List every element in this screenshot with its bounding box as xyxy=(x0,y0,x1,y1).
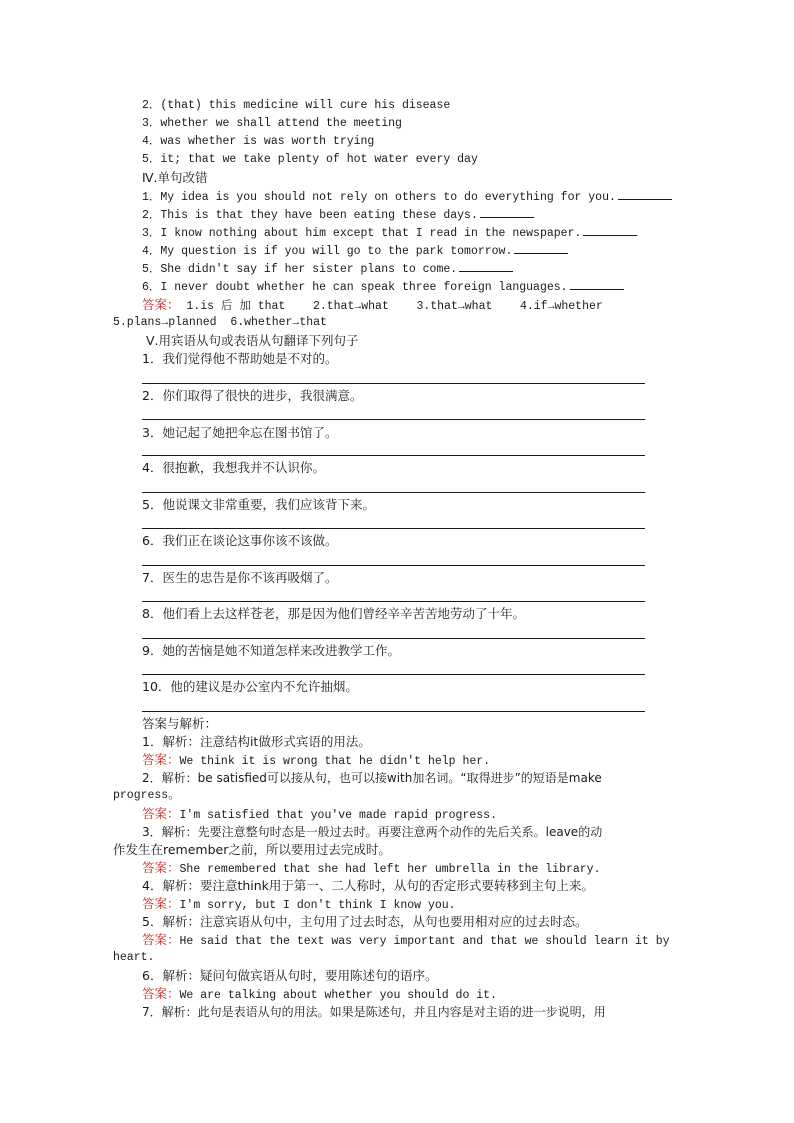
section4-item: 1．My idea is you should not rely on others to do everything for you. xyxy=(142,188,672,206)
section4-item: 4．My question is if you will go to the park tomorrow. xyxy=(142,242,568,260)
analysis-answer: 答案：He said that the text was very important and that we should learn it by xyxy=(142,932,670,948)
analysis-explain-cont: 作发生在remember之前，所以要用过去完成时。 xyxy=(113,842,391,857)
analysis-explain: 1．解析：注意结构it做形式宾语的用法。 xyxy=(142,734,371,749)
translation-item: 8．他们看上去这样苍老，那是因为他们曾经辛辛苦苦地劳动了十年。 xyxy=(142,606,525,621)
analysis-explain: 3．解析：先要注意整句时态是一般过去时。再要注意两个动作的先后关系。leave的动 xyxy=(142,825,603,839)
translation-item: 10．他的建议是办公室内不允许抽烟。 xyxy=(142,679,358,694)
answer-line xyxy=(142,638,645,639)
answer-blank xyxy=(570,278,624,290)
section4-item: 5．She didn't say if her sister plans to come. xyxy=(142,260,513,278)
answer-label: 答案： xyxy=(142,986,180,1001)
answer-label: 答案： xyxy=(142,932,180,947)
section4-item: 2．This is that they have been eating these days. xyxy=(142,206,534,224)
answer-line xyxy=(142,492,645,493)
section4-item: 3．I know nothing about him except that I read in the newspaper. xyxy=(142,224,637,242)
answer-line xyxy=(142,419,645,420)
answer-blank xyxy=(583,224,637,236)
translation-item: 7．医生的忠告是你不该再吸烟了。 xyxy=(142,570,338,585)
section3-item-4: 4．was whether is was worth trying xyxy=(142,135,375,148)
answer-label: 答案： xyxy=(142,752,180,767)
answer-blank xyxy=(459,260,513,272)
analysis-explain: 5．解析：注意宾语从句中，主句用了过去时态，从句也要用相对应的过去时态。 xyxy=(142,914,588,929)
section4-answer-cont: 5.plans→planned 6.whether→that xyxy=(113,316,327,329)
analysis-answer-cont: heart. xyxy=(113,951,155,964)
answer-blank xyxy=(480,206,534,218)
analysis-answer: 答案：I'm sorry, but I don't think I know you. xyxy=(142,896,456,912)
translation-item: 1．我们觉得他不帮助她是不对的。 xyxy=(142,351,338,366)
translation-item: 5．他说课文非常重要，我们应该背下来。 xyxy=(142,497,375,512)
section3-item-5: 5．it; that we take plenty of hot water every day xyxy=(142,153,478,166)
analysis-answer: 答案：We think it is wrong that he didn't help her. xyxy=(142,752,491,768)
answer-line xyxy=(142,565,645,566)
analysis-heading: 答案与解析： xyxy=(142,716,218,731)
section4-answer-text: 1.is 后 加 that 2.that→what 3.that→what 4.if→whether xyxy=(186,300,603,313)
answer-label: 答案： xyxy=(142,806,180,821)
analysis-explain: 2．解析：be satisfied可以接从句，也可以接with加名词。“取得进步”的短语是make xyxy=(142,771,602,785)
translation-item: 4．很抱歉，我想我并不认识你。 xyxy=(142,460,325,475)
translation-item: 2．你们取得了很快的进步，我很满意。 xyxy=(142,388,363,403)
answer-line xyxy=(142,711,645,712)
answer-line xyxy=(142,383,645,384)
translation-item: 9．她的苦恼是她不知道怎样来改进教学工作。 xyxy=(142,643,400,658)
analysis-answer: 答案：She remembered that she had left her umbrella in the library. xyxy=(142,860,601,876)
analysis-answer: 答案：I'm satisfied that you've made rapid progress. xyxy=(142,806,497,822)
answer-line xyxy=(142,528,645,529)
answer-label: 答案： xyxy=(142,896,180,911)
section4-heading: Ⅳ.单句改错 xyxy=(142,170,208,185)
answer-blank xyxy=(618,188,672,200)
analysis-explain: 7．解析：此句是表语从句的用法。如果是陈述句，并且内容是对主语的进一步说明，用 xyxy=(142,1005,606,1019)
analysis-explain: 6．解析：疑问句做宾语从句时，要用陈述句的语序。 xyxy=(142,968,438,983)
section5-heading: Ⅴ.用宾语从句或表语从句翻译下列句子 xyxy=(146,333,359,348)
answer-label: 答案： xyxy=(142,297,180,312)
section3-item-2: 2．(that) this medicine will cure his disease xyxy=(142,99,451,112)
answer-blank xyxy=(514,242,568,254)
answer-line xyxy=(142,601,645,602)
translation-item: 6．我们正在谈论这事你该不该做。 xyxy=(142,533,338,548)
answer-label: 答案： xyxy=(142,860,180,875)
section4-item: 6．I never doubt whether he can speak three foreign languages. xyxy=(142,278,624,296)
analysis-explain-cont: progress。 xyxy=(113,789,180,802)
translation-item: 3．她记起了她把伞忘在图书馆了。 xyxy=(142,425,338,440)
section4-answer-line xyxy=(142,297,680,315)
analysis-explain: 4．解析：要注意think用于第一、二人称时，从句的否定形式要转移到主句上来。 xyxy=(142,878,594,893)
analysis-answer: 答案：We are talking about whether you should do it. xyxy=(142,986,497,1002)
section3-item-3: 3．whether we shall attend the meeting xyxy=(142,117,402,130)
answer-line xyxy=(142,674,645,675)
answer-line xyxy=(142,455,645,456)
